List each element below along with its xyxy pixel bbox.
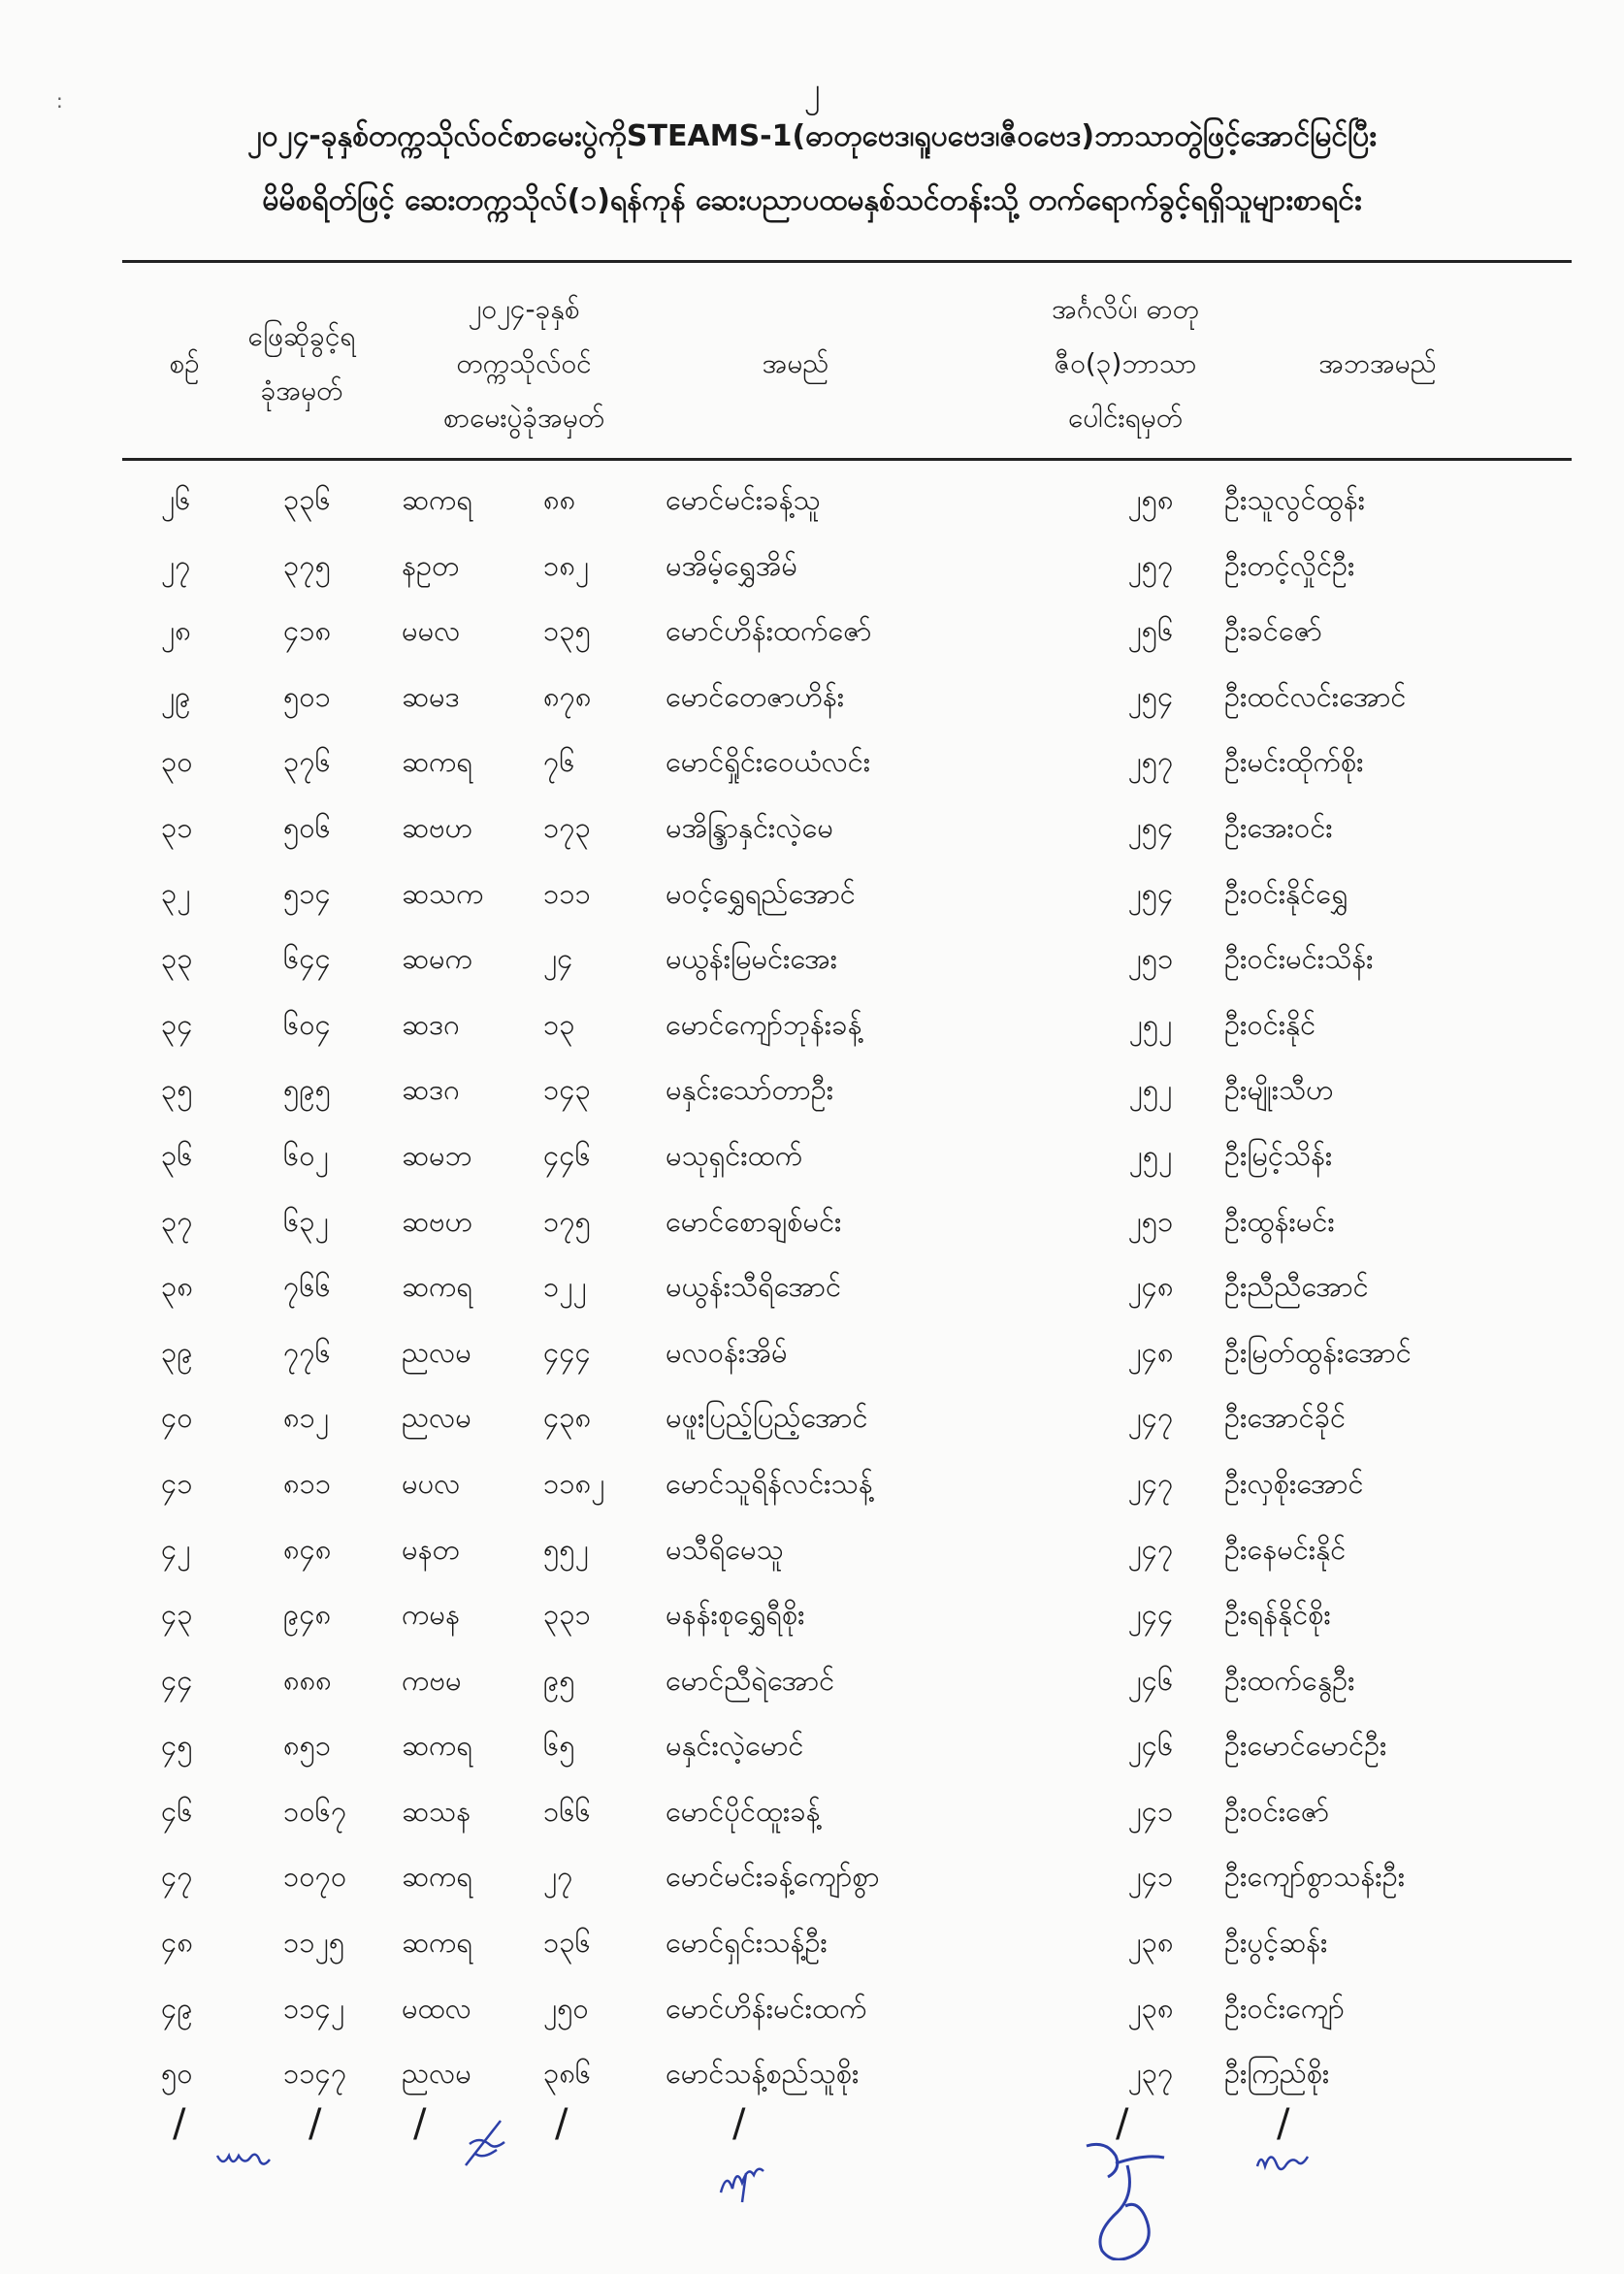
row-serial: ၃၇	[161, 1204, 193, 1238]
table-row	[122, 599, 1572, 665]
row-father-name: ဦးဝင်းနိုင်ရွှေ	[1224, 876, 1348, 910]
header-score	[1009, 274, 1242, 454]
row-exam-no: ၂၇	[543, 1860, 573, 1894]
row-student-name: မောင်ကျော်ဘုန်းခန့်	[666, 1007, 862, 1041]
row-application-no: ၈၈၈	[283, 1663, 332, 1697]
row-application-no: ၈၁၁	[283, 1466, 332, 1500]
row-exam-center: ဆကရ	[402, 483, 473, 516]
row-father-name: ဦးဝင်းမင်းသိန်း	[1224, 942, 1374, 976]
row-serial: ၃၃	[161, 942, 193, 976]
margin-mark: :	[56, 89, 63, 113]
row-serial: ၅၀	[161, 2057, 193, 2091]
row-serial: ၄၉	[161, 1991, 193, 2025]
row-serial: ၂၇	[161, 548, 191, 582]
row-exam-no: ၉၅	[543, 1663, 575, 1697]
row-serial: ၄၂	[161, 1532, 191, 1566]
row-father-name: ဦးနေမင်းနိုင်	[1224, 1532, 1347, 1566]
header-application-no	[229, 274, 374, 454]
row-serial: ၃၄	[161, 1007, 193, 1041]
row-father-name: ဦးရန်နိုင်စိုး	[1224, 1598, 1331, 1632]
row-total-score: ၂၄၇	[1127, 1401, 1174, 1435]
row-application-no: ၃၃၆	[283, 483, 331, 516]
footer-slash: /	[1116, 2101, 1129, 2146]
row-father-name: ဦးညီညီအောင်	[1224, 1270, 1369, 1304]
table-row	[122, 1648, 1572, 1714]
row-exam-no: ၁၁၈၂	[543, 1466, 605, 1500]
row-serial: ၃၁	[161, 810, 193, 844]
row-exam-center: ဆကရ	[402, 1729, 473, 1763]
row-exam-center: ဆကရ	[402, 1270, 473, 1304]
row-total-score: ၂၅၄	[1127, 810, 1174, 844]
row-student-name: မောင်မင်းခန့်ကျော်စွာ	[666, 1860, 880, 1894]
table-row	[122, 1189, 1572, 1255]
row-application-no: ၁၀၇၀	[283, 1860, 347, 1894]
table-body	[122, 468, 1572, 2107]
header-serial-label: စဉ်	[169, 347, 200, 379]
row-student-name: မောင်ဟိန်းထက်ဇော်	[666, 614, 872, 648]
header-exam-line-1: ၂၀၂၄-ခုနှစ်	[468, 293, 580, 325]
row-application-no: ၃၇၆	[283, 745, 331, 779]
row-exam-no: ၂၅၀	[543, 1991, 589, 2025]
row-application-no: ၈၄၈	[283, 1532, 332, 1566]
row-student-name: မဝင့်ရွှေရည်အောင်	[666, 876, 856, 910]
row-father-name: ဦးသူလွင်ထွန်း	[1224, 483, 1366, 516]
row-exam-center: ညလမ	[402, 2057, 471, 2091]
row-application-no: ၃၇၅	[283, 548, 331, 582]
row-father-name: ဦးထက်နွေဦး	[1224, 1663, 1355, 1697]
header-exam-line-3: စာမေးပွဲခုံအမှတ်	[442, 402, 605, 434]
row-exam-no: ၁၈၂	[543, 548, 590, 582]
signature-initials-4	[1253, 2139, 1312, 2178]
row-student-name: မအိမ့်ရွှေအိမ်	[666, 548, 797, 582]
row-exam-no: ၁၃၅	[543, 614, 591, 648]
row-father-name: ဦးအောင်ခိုင်	[1224, 1401, 1347, 1435]
row-exam-center: ဆကရ	[402, 1860, 473, 1894]
row-student-name: မနန်းစုရွှေရီစိုး	[666, 1598, 805, 1632]
table-row	[122, 1385, 1572, 1451]
table-row	[122, 1713, 1572, 1779]
row-exam-center: ညလမ	[402, 1335, 471, 1369]
row-father-name: ဦးတင့်လှိုင်ဦး	[1224, 548, 1355, 582]
header-app-line-1: ဖြေဆိုခွင့်ရ	[247, 320, 356, 352]
table-row	[122, 1976, 1572, 2042]
row-student-name: မောင်စောချစ်မင်း	[666, 1204, 842, 1238]
row-serial: ၃၆	[161, 1138, 193, 1172]
row-total-score: ၂၄၆	[1127, 1729, 1174, 1763]
row-total-score: ၂၄၈	[1127, 1270, 1174, 1304]
row-student-name: မောင်ရှိုင်းဝေယံလင်း	[666, 745, 871, 779]
row-exam-center: ညလမ	[402, 1401, 471, 1435]
row-father-name: ဦးအေးဝင်း	[1224, 810, 1333, 844]
row-student-name: မောင်ဟိန်းမင်းထက်	[666, 1991, 867, 2025]
row-total-score: ၂၅၆	[1127, 614, 1174, 648]
footer-slash: /	[413, 2101, 427, 2146]
row-exam-center: ဆမက	[402, 942, 472, 976]
row-exam-center: မမလ	[402, 614, 461, 648]
row-application-no: ၆၀၄	[283, 1007, 331, 1041]
row-exam-center: ကဗမ	[402, 1663, 462, 1697]
row-exam-center: မထလ	[402, 1991, 471, 2025]
row-application-no: ၁၁၄၇	[283, 2057, 347, 2091]
row-exam-no: ၄၄၆	[543, 1138, 591, 1172]
row-exam-no: ၇၆	[543, 745, 575, 779]
table-row	[122, 534, 1572, 600]
table-row	[122, 1582, 1572, 1648]
row-student-name: မအိန္ဒြာနှင်းလဲ့မေ	[666, 810, 833, 844]
row-total-score: ၂၅၈	[1127, 483, 1174, 516]
row-application-no: ၄၁၈	[283, 614, 332, 648]
row-serial: ၄၈	[161, 1926, 193, 1960]
header-father-label: အဘအမည်	[1318, 347, 1437, 379]
row-father-name: ဦးမြင့်သိန်း	[1224, 1138, 1333, 1172]
signature-initials-1	[213, 2134, 281, 2173]
row-serial: ၃၀	[161, 745, 193, 779]
row-exam-center: ဆသန	[402, 1794, 471, 1828]
row-student-name: မောင်မင်းခန့်သူ	[666, 483, 821, 516]
row-application-no: ၉၄၈	[283, 1598, 332, 1632]
row-exam-center: မနတ	[402, 1532, 460, 1566]
row-serial: ၃၉	[161, 1335, 193, 1369]
row-exam-center: ဆဗဟ	[402, 810, 472, 844]
header-app-line-2: ခုံအမှတ်	[260, 374, 343, 406]
signature-initials-3	[713, 2134, 781, 2212]
row-student-name: မသီရိမေသူ	[666, 1532, 784, 1566]
row-father-name: ဦးမင်းထိုက်စိုး	[1224, 745, 1364, 779]
row-serial: ၄၁	[161, 1466, 193, 1500]
footer-slash: /	[732, 2101, 746, 2146]
row-total-score: ၂၄၆	[1127, 1663, 1174, 1697]
row-exam-no: ၄၃၈	[543, 1401, 592, 1435]
row-father-name: ဦးဝင်းနိုင်	[1224, 1007, 1316, 1041]
table-row	[122, 1910, 1572, 1976]
row-serial: ၃၈	[161, 1270, 193, 1304]
row-student-name: မနှင်းသော်တာဦး	[666, 1073, 834, 1107]
row-father-name: ဦးခင်ဇော်	[1224, 614, 1322, 648]
row-exam-no: ၈၇၈	[543, 679, 592, 713]
row-total-score: ၂၅၂	[1128, 1138, 1173, 1172]
row-exam-no: ၁၃	[543, 1007, 575, 1041]
row-total-score: ၂၅၂	[1128, 1007, 1173, 1041]
row-exam-no: ၁၇၃	[543, 810, 591, 844]
header-exam-no	[388, 274, 660, 454]
row-father-name: ဦးထွန်းမင်း	[1224, 1204, 1335, 1238]
row-student-name: မောင်ညီရဲအောင်	[666, 1663, 835, 1697]
row-serial: ၄၀	[161, 1401, 193, 1435]
row-serial: ၄၄	[161, 1663, 193, 1697]
footer-slash: /	[173, 2101, 186, 2146]
row-student-name: မယွန်းမြမင်းအေး	[666, 942, 838, 976]
table-row	[122, 926, 1572, 992]
row-total-score: ၂၅၇	[1127, 745, 1174, 779]
row-application-no: ၅၀၆	[283, 810, 331, 844]
row-father-name: ဦးမျိုးသီဟ	[1224, 1073, 1334, 1107]
row-total-score: ၂၃၇	[1127, 2057, 1174, 2091]
row-father-name: ဦးပွင့်ဆန်း	[1224, 1926, 1328, 1960]
signature-initials-2	[456, 2115, 514, 2173]
row-exam-no: ၆၅	[543, 1729, 575, 1763]
row-total-score: ၂၄၁	[1127, 1860, 1174, 1894]
table-header-rule	[122, 458, 1572, 461]
row-serial: ၄၇	[161, 1860, 193, 1894]
row-serial: ၂၈	[161, 614, 191, 648]
row-student-name: မောင်ရှင်းသန့်ဦး	[666, 1926, 828, 1960]
row-exam-no: ၅၅၂	[543, 1532, 589, 1566]
row-application-no: ၆၀၂	[283, 1138, 329, 1172]
header-score-line-1: အင်္ဂလိပ်၊ ဓာတု	[1052, 293, 1199, 325]
table-top-rule	[122, 260, 1572, 263]
row-total-score: ၂၃၈	[1127, 1991, 1174, 2025]
table-row	[122, 1517, 1572, 1583]
row-exam-no: ၄၄၄	[543, 1335, 591, 1369]
row-exam-center: ဆမဒ	[402, 679, 460, 713]
row-student-name: မောင်သန့်စည်သူစိုး	[666, 2057, 860, 2091]
row-serial: ၄၆	[161, 1794, 193, 1828]
row-exam-center: ဆဒဂ	[402, 1073, 460, 1107]
footer-slash: /	[555, 2101, 568, 2146]
row-exam-center: ဆဗဟ	[402, 1204, 472, 1238]
row-serial: ၄၃	[161, 1598, 193, 1632]
header-father-name	[1261, 274, 1494, 454]
row-serial: ၂၆	[161, 483, 191, 516]
header-name	[679, 274, 912, 454]
table-row	[122, 1320, 1572, 1386]
row-student-name: မလဝန်းအိမ်	[666, 1335, 788, 1369]
row-exam-no: ၈၈	[543, 483, 576, 516]
footer-slash: /	[1277, 2101, 1290, 2146]
row-total-score: ၂၅၇	[1127, 548, 1174, 582]
row-exam-center: ဆကရ	[402, 1926, 473, 1960]
table-row	[122, 1057, 1572, 1123]
row-total-score: ၂၅၄	[1127, 679, 1174, 713]
row-exam-no: ၁၃၆	[543, 1926, 591, 1960]
row-serial: ၂၉	[161, 679, 191, 713]
row-total-score: ၂၄၁	[1127, 1794, 1174, 1828]
row-application-no: ၈၁၂	[283, 1401, 330, 1435]
row-total-score: ၂၅၁	[1127, 942, 1174, 976]
row-application-no: ၁၀၆၇	[283, 1794, 347, 1828]
row-exam-center: ဆကရ	[402, 745, 473, 779]
row-father-name: ဦးကြည်စိုး	[1224, 2057, 1330, 2091]
row-application-no: ၆၃၂	[283, 1204, 329, 1238]
row-exam-center: မပလ	[402, 1466, 461, 1500]
row-application-no: ၆၄၄	[283, 942, 331, 976]
table-row	[122, 1123, 1572, 1189]
footer-slash: /	[309, 2101, 322, 2146]
table-row	[122, 468, 1572, 534]
row-total-score: ၂၅၁	[1127, 1204, 1174, 1238]
row-exam-no: ၃၈၆	[543, 2057, 592, 2091]
header-serial	[146, 274, 223, 454]
row-student-name: မောင်ပိုင်ထူးခန့်	[666, 1794, 821, 1828]
row-father-name: ဦးဝင်းဇော်	[1224, 1794, 1330, 1828]
title-line-1: ၂၀၂၄-ခုနှစ်တက္ကသိုလ်ဝင်စာမေးပွဲကိုSTEAMS-1(ဓာတုဗေဒ၊ရူပဗေဒ၊ဇီဝဗေဒ)ဘာသာတွဲဖြင့်အောင်မြင်ပြီး	[247, 119, 1377, 153]
row-student-name: မနှင်းလဲ့မောင်	[666, 1729, 804, 1763]
row-student-name: မသုရှင်းထက်	[666, 1138, 803, 1172]
table-row	[122, 1254, 1572, 1320]
row-application-no: ၇၇၆	[283, 1335, 331, 1369]
header-exam-line-2: တက္ကသိုလ်ဝင်	[456, 347, 592, 379]
table-row	[122, 861, 1572, 927]
row-total-score: ၂၃၈	[1127, 1926, 1174, 1960]
row-father-name: ဦးကျော်စွာသန်းဦး	[1224, 1860, 1406, 1894]
row-total-score: ၂၅၂	[1128, 1073, 1173, 1107]
row-exam-no: ၂၄	[543, 942, 573, 976]
row-student-name: မောင်တေဇာဟိန်း	[666, 679, 845, 713]
row-exam-center: ဆဒဂ	[402, 1007, 460, 1041]
row-father-name: ဦးမြတ်ထွန်းအောင်	[1224, 1335, 1412, 1369]
row-exam-center: ဆသက	[402, 876, 484, 910]
row-total-score: ၂၅၄	[1127, 876, 1174, 910]
row-application-no: ၅၁၄	[283, 876, 331, 910]
row-exam-no: ၁၇၅	[543, 1204, 591, 1238]
row-serial: ၄၅	[161, 1729, 193, 1763]
table-row	[122, 1451, 1572, 1517]
row-total-score: ၂၄၈	[1127, 1335, 1174, 1369]
row-student-name: မယွန်းသီရိအောင်	[666, 1270, 842, 1304]
row-exam-no: ၁၁၁	[543, 876, 591, 910]
row-father-name: ဦးဝင်းကျော်	[1224, 1991, 1345, 2025]
row-serial: ၃၂	[161, 876, 191, 910]
row-exam-no: ၁၄၃	[543, 1073, 591, 1107]
row-exam-no: ၁၂၂	[543, 1270, 587, 1304]
table-row	[122, 992, 1572, 1058]
row-total-score: ၂၄၇	[1127, 1466, 1174, 1500]
page-number: ၂	[803, 71, 821, 110]
row-exam-center: ကမန	[402, 1598, 460, 1632]
table-row	[122, 665, 1572, 731]
row-father-name: ဦးလှစိုးအောင်	[1224, 1466, 1364, 1500]
title-line-2: မိမိစရိတ်ဖြင့် ဆေးတက္ကသိုလ်(၁)ရန်ကုန် ဆေးပညာပထမနှစ်သင်တန်းသို့ တက်ရောက်ခွင့်ရရှိသူများစာရင်း	[262, 183, 1362, 217]
row-application-no: ၈၅၁	[283, 1729, 332, 1763]
row-serial: ၃၅	[161, 1073, 193, 1107]
row-father-name: ဦးထင်လင်းအောင်	[1224, 679, 1407, 713]
row-application-no: ၁၁၄၂	[283, 1991, 345, 2025]
header-score-line-3: ပေါင်းရမှတ်	[1068, 402, 1183, 434]
table-row	[122, 1844, 1572, 1910]
table-row	[122, 1779, 1572, 1845]
header-name-label: အမည်	[762, 347, 829, 379]
row-application-no: ၅၀၁	[283, 679, 331, 713]
row-exam-no: ၃၃၁	[543, 1598, 591, 1632]
row-student-name: မောင်သူရိန်လင်းသန့်	[666, 1466, 873, 1500]
row-exam-center: နဥတ	[402, 548, 460, 582]
header-score-line-2: ဇီဝ(၃)ဘာသာ	[1054, 347, 1197, 379]
row-father-name: ဦးမောင်မောင်ဦး	[1224, 1729, 1387, 1763]
signature-main	[1077, 2134, 1184, 2260]
row-total-score: ၂၄၄	[1127, 1598, 1174, 1632]
table-row	[122, 796, 1572, 861]
row-total-score: ၂၄၇	[1127, 1532, 1174, 1566]
row-application-no: ၁၁၂၅	[283, 1926, 345, 1960]
row-application-no: ၅၉၅	[283, 1073, 331, 1107]
row-student-name: မဖူးပြည့်ပြည့်အောင်	[666, 1401, 868, 1435]
row-exam-no: ၁၆၆	[543, 1794, 591, 1828]
row-application-no: ၇၆၆	[283, 1270, 331, 1304]
row-exam-center: ဆမဘ	[402, 1138, 472, 1172]
table-row	[122, 730, 1572, 796]
table-row	[122, 2041, 1572, 2107]
